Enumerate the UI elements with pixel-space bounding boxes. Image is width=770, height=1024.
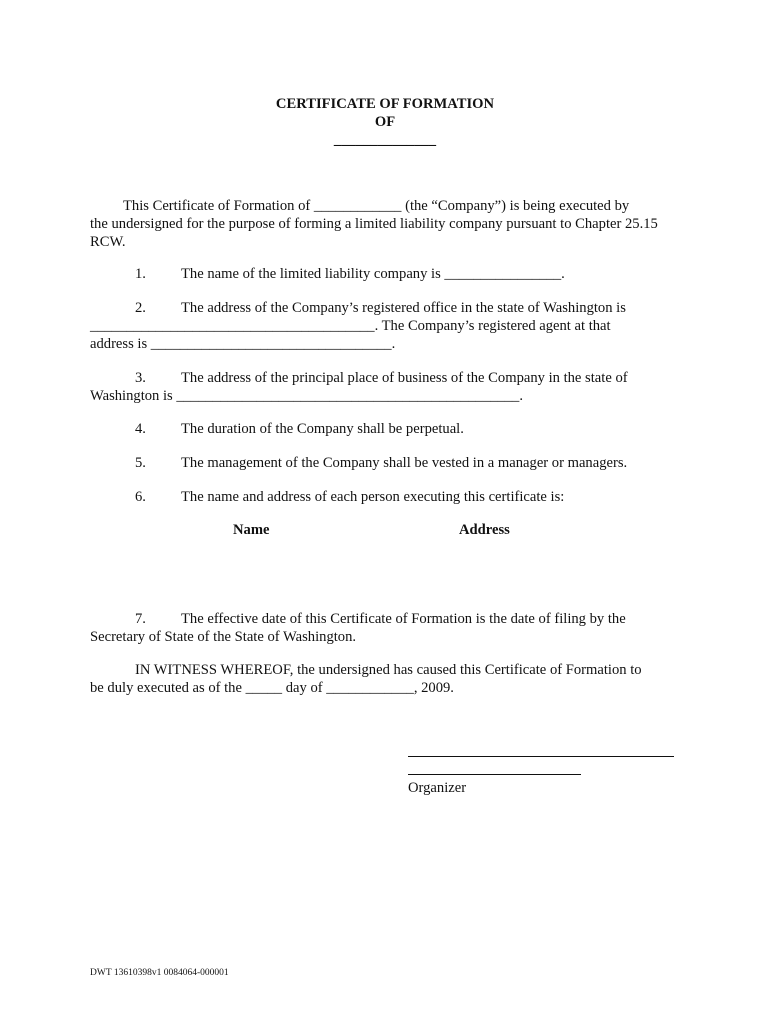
intro-text-line-1: This Certificate of Formation of ____________ (the “Company”) is being executed by — [123, 198, 630, 214]
printed-name-line — [408, 774, 581, 775]
item-number: 6. — [135, 489, 146, 505]
address-column-header: Address — [459, 522, 510, 538]
item-text: Secretary of State of the State of Washington. — [90, 629, 357, 645]
intro-text-line-2: the undersigned for the purpose of forming a limited liability company pursuant to Chapter 25.15 — [90, 216, 658, 232]
item-text: The name of the limited liability company is ________________. — [181, 266, 565, 282]
item-number: 2. — [135, 300, 146, 316]
item-number: 5. — [135, 455, 146, 471]
signature-line — [408, 756, 674, 757]
item-text: The duration of the Company shall be perpetual. — [181, 421, 464, 437]
witness-text-line-1: IN WITNESS WHEREOF, the undersigned has caused this Certificate of Formation to — [135, 662, 642, 678]
item-text: The management of the Company shall be vested in a manager or managers. — [181, 455, 628, 471]
document-title: CERTIFICATE OF FORMATION — [275, 96, 495, 112]
intro-text-line-3: RCW. — [90, 234, 126, 250]
item-number: 3. — [135, 370, 146, 386]
item-text: _______________________________________. The Company’s registered agent at that — [90, 318, 611, 334]
witness-text-line-2: be duly executed as of the _____ day of ____________, 2009. — [90, 680, 454, 696]
item-text: The effective date of this Certificate of Formation is the date of filing by the — [181, 611, 626, 627]
document-title-of: OF — [374, 114, 396, 130]
item-text: The address of the principal place of business of the Company in the state of — [181, 370, 628, 386]
item-text: address is _________________________________. — [90, 336, 396, 352]
item-text: Washington is _______________________________________________. — [90, 388, 523, 404]
document-footer-id: DWT 13610398v1 0084064-000001 — [90, 968, 229, 978]
item-text: The address of the Company’s registered office in the state of Washington is — [181, 300, 626, 316]
item-number: 1. — [135, 266, 146, 282]
name-column-header: Name — [233, 522, 270, 538]
item-number: 4. — [135, 421, 146, 437]
item-text: The name and address of each person executing this certificate is: — [181, 489, 565, 505]
organizer-label: Organizer — [408, 780, 467, 796]
company-name-blank: ______________ — [333, 132, 437, 148]
item-number: 7. — [135, 611, 146, 627]
